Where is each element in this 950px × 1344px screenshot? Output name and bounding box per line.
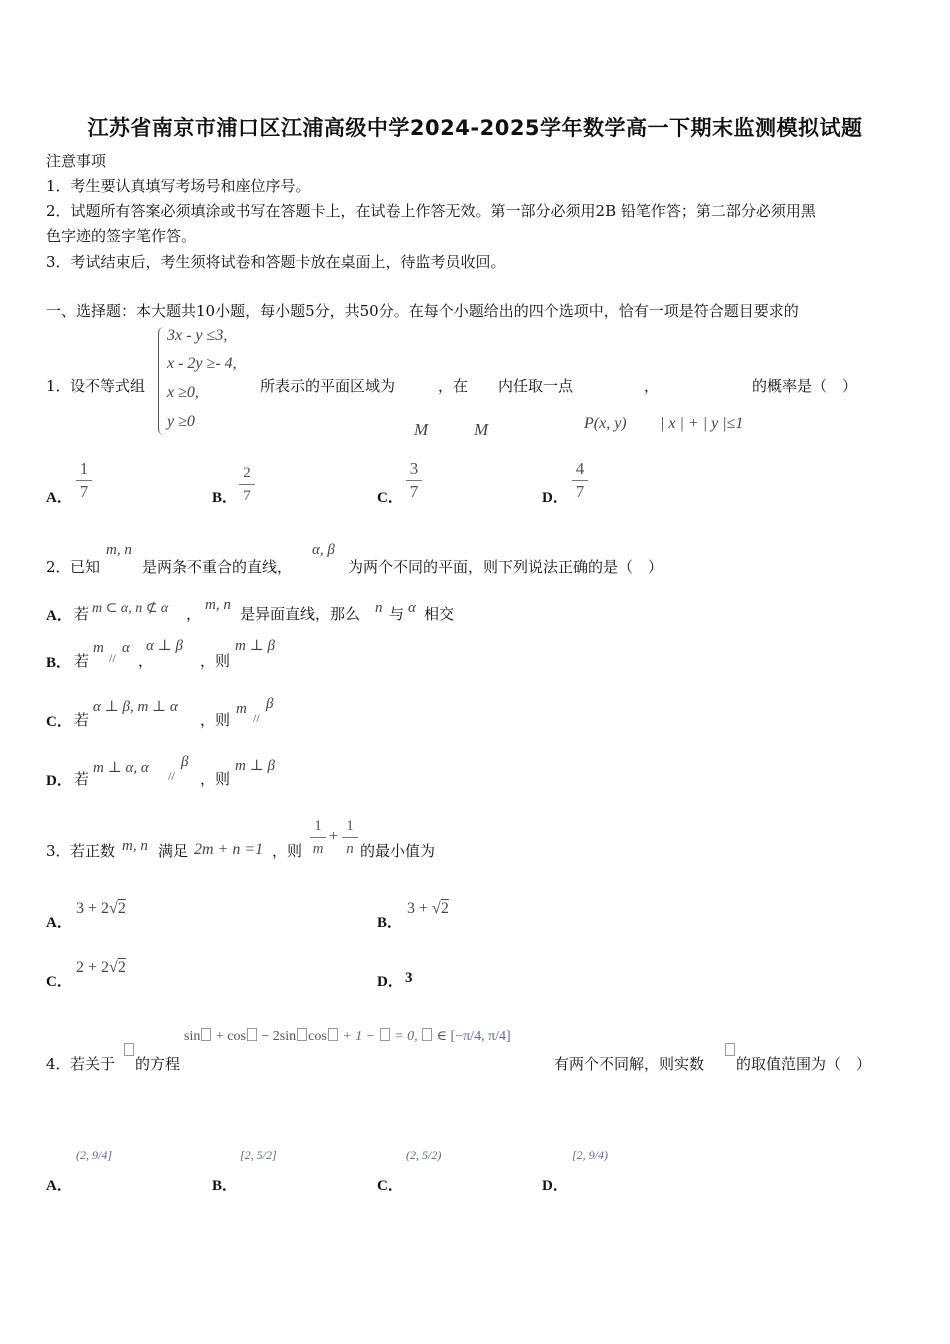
q1-text-4: 内任取一点 xyxy=(498,377,574,395)
q1-region-m2: M xyxy=(474,420,489,439)
q1-option-d-label[interactable]: D． xyxy=(542,490,568,506)
q2-option-c-text-1: 若 xyxy=(74,711,90,729)
q4-text-3: 有两个不同解，则实数 xyxy=(554,1055,705,1073)
q3-text-1: 若正数 xyxy=(70,842,116,860)
section-heading: 一、选择题：本大题共10小题，每小题5分，共50分。在每个小题给出的四个选项中，恰有一项是符合题目要求的 xyxy=(46,302,799,320)
q2-option-a-text-5: 相交 xyxy=(424,605,455,623)
q2-option-b-text-2: ， xyxy=(138,652,154,670)
q1-option-b-label[interactable]: B． xyxy=(212,490,238,506)
q1-text-1: 设不等式组 xyxy=(70,377,146,395)
q4-option-c-label[interactable]: C． xyxy=(377,1178,403,1194)
q1-option-d-value[interactable]: 4 7 xyxy=(572,460,588,501)
q2-option-c-math-2c: β xyxy=(266,696,274,712)
q1-text-2: 所表示的平面区域为 xyxy=(260,377,396,395)
q3-plus: + xyxy=(329,828,339,845)
q2-option-d-math-2: m ⊥ β xyxy=(235,758,275,774)
q4-text-1: 若关于 xyxy=(70,1055,116,1073)
missing-symbol-icon-2 xyxy=(725,1043,735,1056)
notice-heading: 注意事项 xyxy=(46,152,107,170)
q4-option-b-value[interactable]: [2, 5/2] xyxy=(240,1148,277,1162)
q4-option-a-label[interactable]: A． xyxy=(46,1178,72,1194)
q2-option-c-parallel: // xyxy=(253,711,260,725)
q2-number: 2． xyxy=(46,558,71,576)
q2-option-a-label[interactable]: A． xyxy=(46,608,72,624)
q2-option-a-text-1: 若 xyxy=(74,605,90,623)
q1-option-a-value[interactable]: 1 7 xyxy=(76,460,92,501)
q3-fraction-2: 1 n xyxy=(342,817,358,858)
q2-planes: α, β xyxy=(312,542,335,558)
q1-region-m1: M xyxy=(414,420,429,439)
q2-option-a-math-1: m ⊂ α, n ⊄ α xyxy=(92,601,169,616)
q4-option-b-label[interactable]: B． xyxy=(212,1178,238,1194)
q1-text-3: ，在 xyxy=(438,377,469,395)
q2-option-d-parallel: // xyxy=(168,769,175,783)
q2-option-c-math-1: α ⊥ β, m ⊥ α xyxy=(93,699,178,715)
q2-option-a-text-3: 是异面直线，那么 xyxy=(240,605,361,623)
q1-text-6: 的概率是（ ） xyxy=(752,377,858,395)
q4-option-d-value[interactable]: [2, 9/4) xyxy=(572,1148,608,1162)
q1-option-b-value[interactable]: 2 7 xyxy=(239,464,255,505)
q2-option-c-math-2a: m xyxy=(236,701,247,717)
q1-option-c-value[interactable]: 3 7 xyxy=(406,460,422,501)
q2-option-d-label[interactable]: D． xyxy=(46,773,72,789)
notice-item-2: 2．试题所有答案必须填涂或书写在答题卡上，在试卷上作答无效。第一部分必须用2B 铅笔作答；第二部分必须用黑 xyxy=(46,202,816,220)
q2-option-d-math-1a: m ⊥ α, α xyxy=(93,760,149,776)
q2-option-c-label[interactable]: C． xyxy=(46,714,72,730)
q3-number: 3． xyxy=(46,842,71,860)
q4-text-2: 的方程 xyxy=(135,1055,181,1073)
q2-option-b-math-3: m ⊥ β xyxy=(235,638,275,654)
q2-option-b-text-3: ，则 xyxy=(200,652,231,670)
q2-option-a-text-4: 与 xyxy=(389,605,405,623)
q4-interval: [−π/4, π/4] xyxy=(450,1029,511,1044)
q3-option-b-value[interactable]: 3 + √2 xyxy=(407,900,449,917)
q2-option-b-label[interactable]: B． xyxy=(46,655,72,671)
q2-option-b-math-2: α ⊥ β xyxy=(146,638,183,654)
q2-option-d-text-2: ，则 xyxy=(200,770,231,788)
q2-option-c-text-2: ，则 xyxy=(200,711,231,729)
q1-system-brace xyxy=(158,327,167,435)
q3-option-a-label[interactable]: A． xyxy=(46,915,72,931)
q1-condition: | x | + | y |≤1 xyxy=(660,415,744,432)
q4-equation: sin + cos − 2sin cos + 1 − = 0, ∈ [−π/4, π/4] xyxy=(184,1029,511,1044)
q3-option-a-value[interactable]: 3 + 2√2 xyxy=(76,900,126,917)
q2-option-a-math-4: α xyxy=(408,600,416,616)
q3-constraint: 2m + n =1 xyxy=(194,841,264,858)
q2-option-a-math-3: n xyxy=(375,600,383,616)
q3-option-b-label[interactable]: B． xyxy=(377,915,403,931)
q1-option-c-label[interactable]: C． xyxy=(377,490,403,506)
q3-option-d-label[interactable]: D． xyxy=(377,974,403,990)
q2-option-b-math-1c: α xyxy=(122,640,130,656)
q3-variables: m, n xyxy=(122,838,148,854)
q1-system-line-3: x ≥0, xyxy=(167,384,199,401)
page-title: 江苏省南京市浦口区江浦高级中学2024-2025学年数学高一下期末监测模拟试题 xyxy=(87,116,863,140)
q3-option-c-label[interactable]: C． xyxy=(46,974,72,990)
notice-item-1: 1．考生要认真填写考场号和座位序号。 xyxy=(46,177,311,195)
q1-point-p: P(x, y) xyxy=(584,415,627,432)
q3-text-4: 的最小值为 xyxy=(360,842,436,860)
q3-fraction-1: 1 m xyxy=(310,817,326,858)
q2-text-2: 是两条不重合的直线， xyxy=(142,558,293,576)
q3-option-d-value[interactable]: 3 xyxy=(405,970,413,986)
q2-option-b-text-1: 若 xyxy=(74,652,90,670)
q4-number: 4． xyxy=(46,1055,71,1073)
q2-text-3: 为两个不同的平面，则下列说法正确的是（ ） xyxy=(348,558,664,576)
q1-system-line-4: y ≥0 xyxy=(167,413,195,430)
q4-text-4: 的取值范围为（ ） xyxy=(736,1055,872,1073)
q2-option-b-math-1a: m xyxy=(93,640,104,656)
notice-item-3: 3．考试结束后，考生须将试卷和答题卡放在桌面上，待监考员收回。 xyxy=(46,253,506,271)
q3-option-c-value[interactable]: 2 + 2√2 xyxy=(76,959,126,976)
q3-text-2: 满足 xyxy=(158,842,189,860)
notice-item-2-cont: 色字迹的签字笔作答。 xyxy=(46,227,197,245)
q1-number: 1． xyxy=(46,377,71,395)
q1-system-line-2: x - 2y ≥- 4, xyxy=(167,355,237,372)
q3-text-3: ，则 xyxy=(272,842,303,860)
q4-option-d-label[interactable]: D． xyxy=(542,1178,568,1194)
q2-option-b-parallel: // xyxy=(109,651,116,665)
q4-option-a-value[interactable]: (2, 9/4] xyxy=(76,1148,112,1162)
q1-system-line-1: 3x - y ≤3, xyxy=(167,327,228,344)
q2-option-d-text-1: 若 xyxy=(74,770,90,788)
q4-option-c-value[interactable]: (2, 5/2) xyxy=(406,1148,442,1162)
q1-text-5: ， xyxy=(644,377,660,395)
q2-option-d-math-1c: β xyxy=(181,754,189,770)
q2-option-a-math-2: m, n xyxy=(205,597,231,613)
q1-option-a-label[interactable]: A． xyxy=(46,490,72,506)
missing-symbol-icon xyxy=(124,1043,134,1056)
q2-text-1: 已知 xyxy=(70,558,101,576)
q2-option-a-text-2: ， xyxy=(186,605,202,623)
q2-lines: m, n xyxy=(106,542,132,558)
